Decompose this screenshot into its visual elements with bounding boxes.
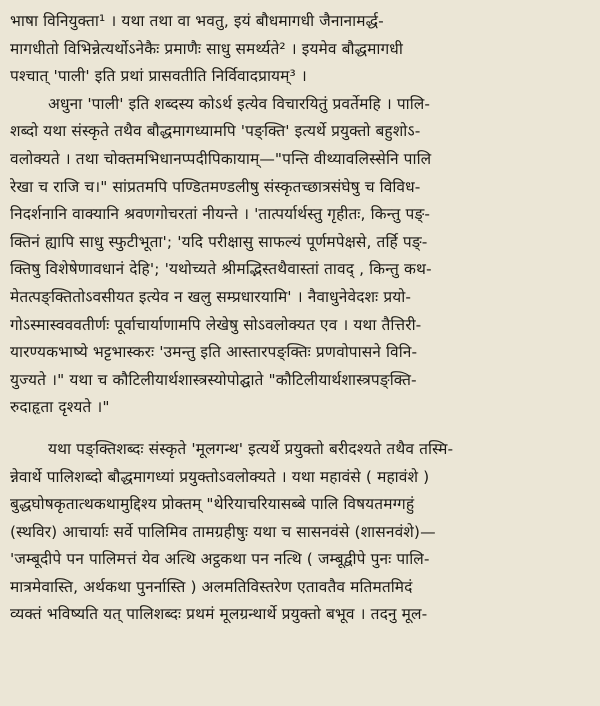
text-line: क्तिषु विशेषेणावधानं देहि'; 'यथोच्यते श्रीमद्भिस्तथैवास्तां तावद् , किन्तु कथ- <box>10 260 432 279</box>
text-line: अधुना 'पाली' इति शब्दस्य कोऽर्थ इत्येव विचारयितुं प्रवर्तेमहि । पालि- <box>48 94 431 113</box>
text-line: मेतत्पङ्क्तितोऽवसीयत इत्येव न खलु सम्प्रधारयामि' । नैवाधुनेवेदशः प्रयो- <box>10 287 412 306</box>
paragraph-1 <box>10 8 590 91</box>
text-line: निदर्शनानि वाक्यानि श्रवणगोचरतां नीयन्ते । 'तात्पर्यार्थस्तु गृहीतः, किन्तु पङ्- <box>10 205 431 224</box>
text-line: 'जम्बूदीपे पन पालिमत्तं येव अत्थि अट्ठकथा पन नत्थि ( जम्बूद्वीपे पुनः पालि- <box>10 550 430 569</box>
text-line: यथा पङ्क्तिशब्दः संस्कृते 'मूलगन्थ' इत्यर्थे प्रयुक्तो बरीदश्यते तथैव तस्मि- <box>48 439 454 458</box>
paragraph-2 <box>10 91 590 422</box>
text-line: यारण्यकभाष्ये भट्टभास्करः 'उमन्तु इति आस्तारपङ्क्तिः प्रणवोपासने विनि- <box>10 343 418 362</box>
text-line: गोऽस्मास्वववतीर्णः पूर्वाचार्याणामपि लेखेषु सोऽवलोक्यत एव । यथा तैत्तिरी- <box>10 315 422 334</box>
text-line: रुदाहृता दृश्यते ।" <box>10 398 110 417</box>
text-line: भाषा विनियुक्ता¹ । यथा तथा वा भवतु, इयं बौधमागधी जैनानामर्द्ध- <box>10 12 384 30</box>
text-line: मागधीतो विभिन्नेत्यर्थोऽनेकैः प्रमाणैः साधु समर्थ्यते² । इयमेव बौद्धमागधी <box>10 39 403 58</box>
text-line: बुद्धघोषकृतात्थकथामुद्दिश्य प्रोक्तम् "थेरियाचरियासब्बे पालि विषयतमग्गहुं <box>10 495 415 514</box>
paragraph-gap <box>10 422 590 436</box>
paragraph-3 <box>10 436 590 629</box>
text-line: व्यक्तं भविष्यति यत् पालिशब्दः प्रथमं मूलग्रन्थार्थे प्रयुक्तो बभूव । तदनु मूल- <box>10 605 428 624</box>
text-line: रेखा च राजि च।" सांप्रतमपि पण्डितमण्डलीषु संस्कृतच्छात्रसंघेषु च विविध- <box>10 177 421 196</box>
text-line: मात्रमेवास्ति, अर्थकथा पुनर्नास्ति ) अलमतिविस्तरेण एतावतैव मतिमतमिदं <box>10 577 413 596</box>
text-line: न्नेवार्थे पालिशब्दो बौद्धमागध्यां प्रयुक्तोऽवलोक्यते । यथा महावंसे ( महावंशे ) <box>10 467 430 486</box>
text-line: (स्थविर) आचार्याः सर्वे पालिमिव तामग्रहीषुः यथा च सासनवंसे (शासनवंशे)— <box>10 522 436 541</box>
text-line: पश्चात् 'पाली' इति प्रथां प्रासवतीति निर्विवादप्रायम्³ । <box>10 67 307 86</box>
text-line: युज्यते ।" यथा च कौटिलीयार्थशास्त्रस्योपोद्घाते "कौटिलीयार्थशास्त्रपङ्क्ति- <box>10 370 417 389</box>
text-line: शब्दो यथा संस्कृते तथैव बौद्धमागध्यामपि 'पङ्क्ति' इत्यर्थे प्रयुक्तो बहुशोऽ- <box>10 122 421 141</box>
text-line: क्तिनं ह्यापि साधु स्फुटीभूता'; 'यदि परीक्षासु साफल्यं पूर्णमपेक्षसे, तर्हि पङ्- <box>10 232 428 251</box>
text-line: वलोक्यते । तथा चोक्तमभिधानप्पदीपिकायाम्—"पन्ति वीथ्यावलिस्सेनि पालि <box>10 149 432 168</box>
